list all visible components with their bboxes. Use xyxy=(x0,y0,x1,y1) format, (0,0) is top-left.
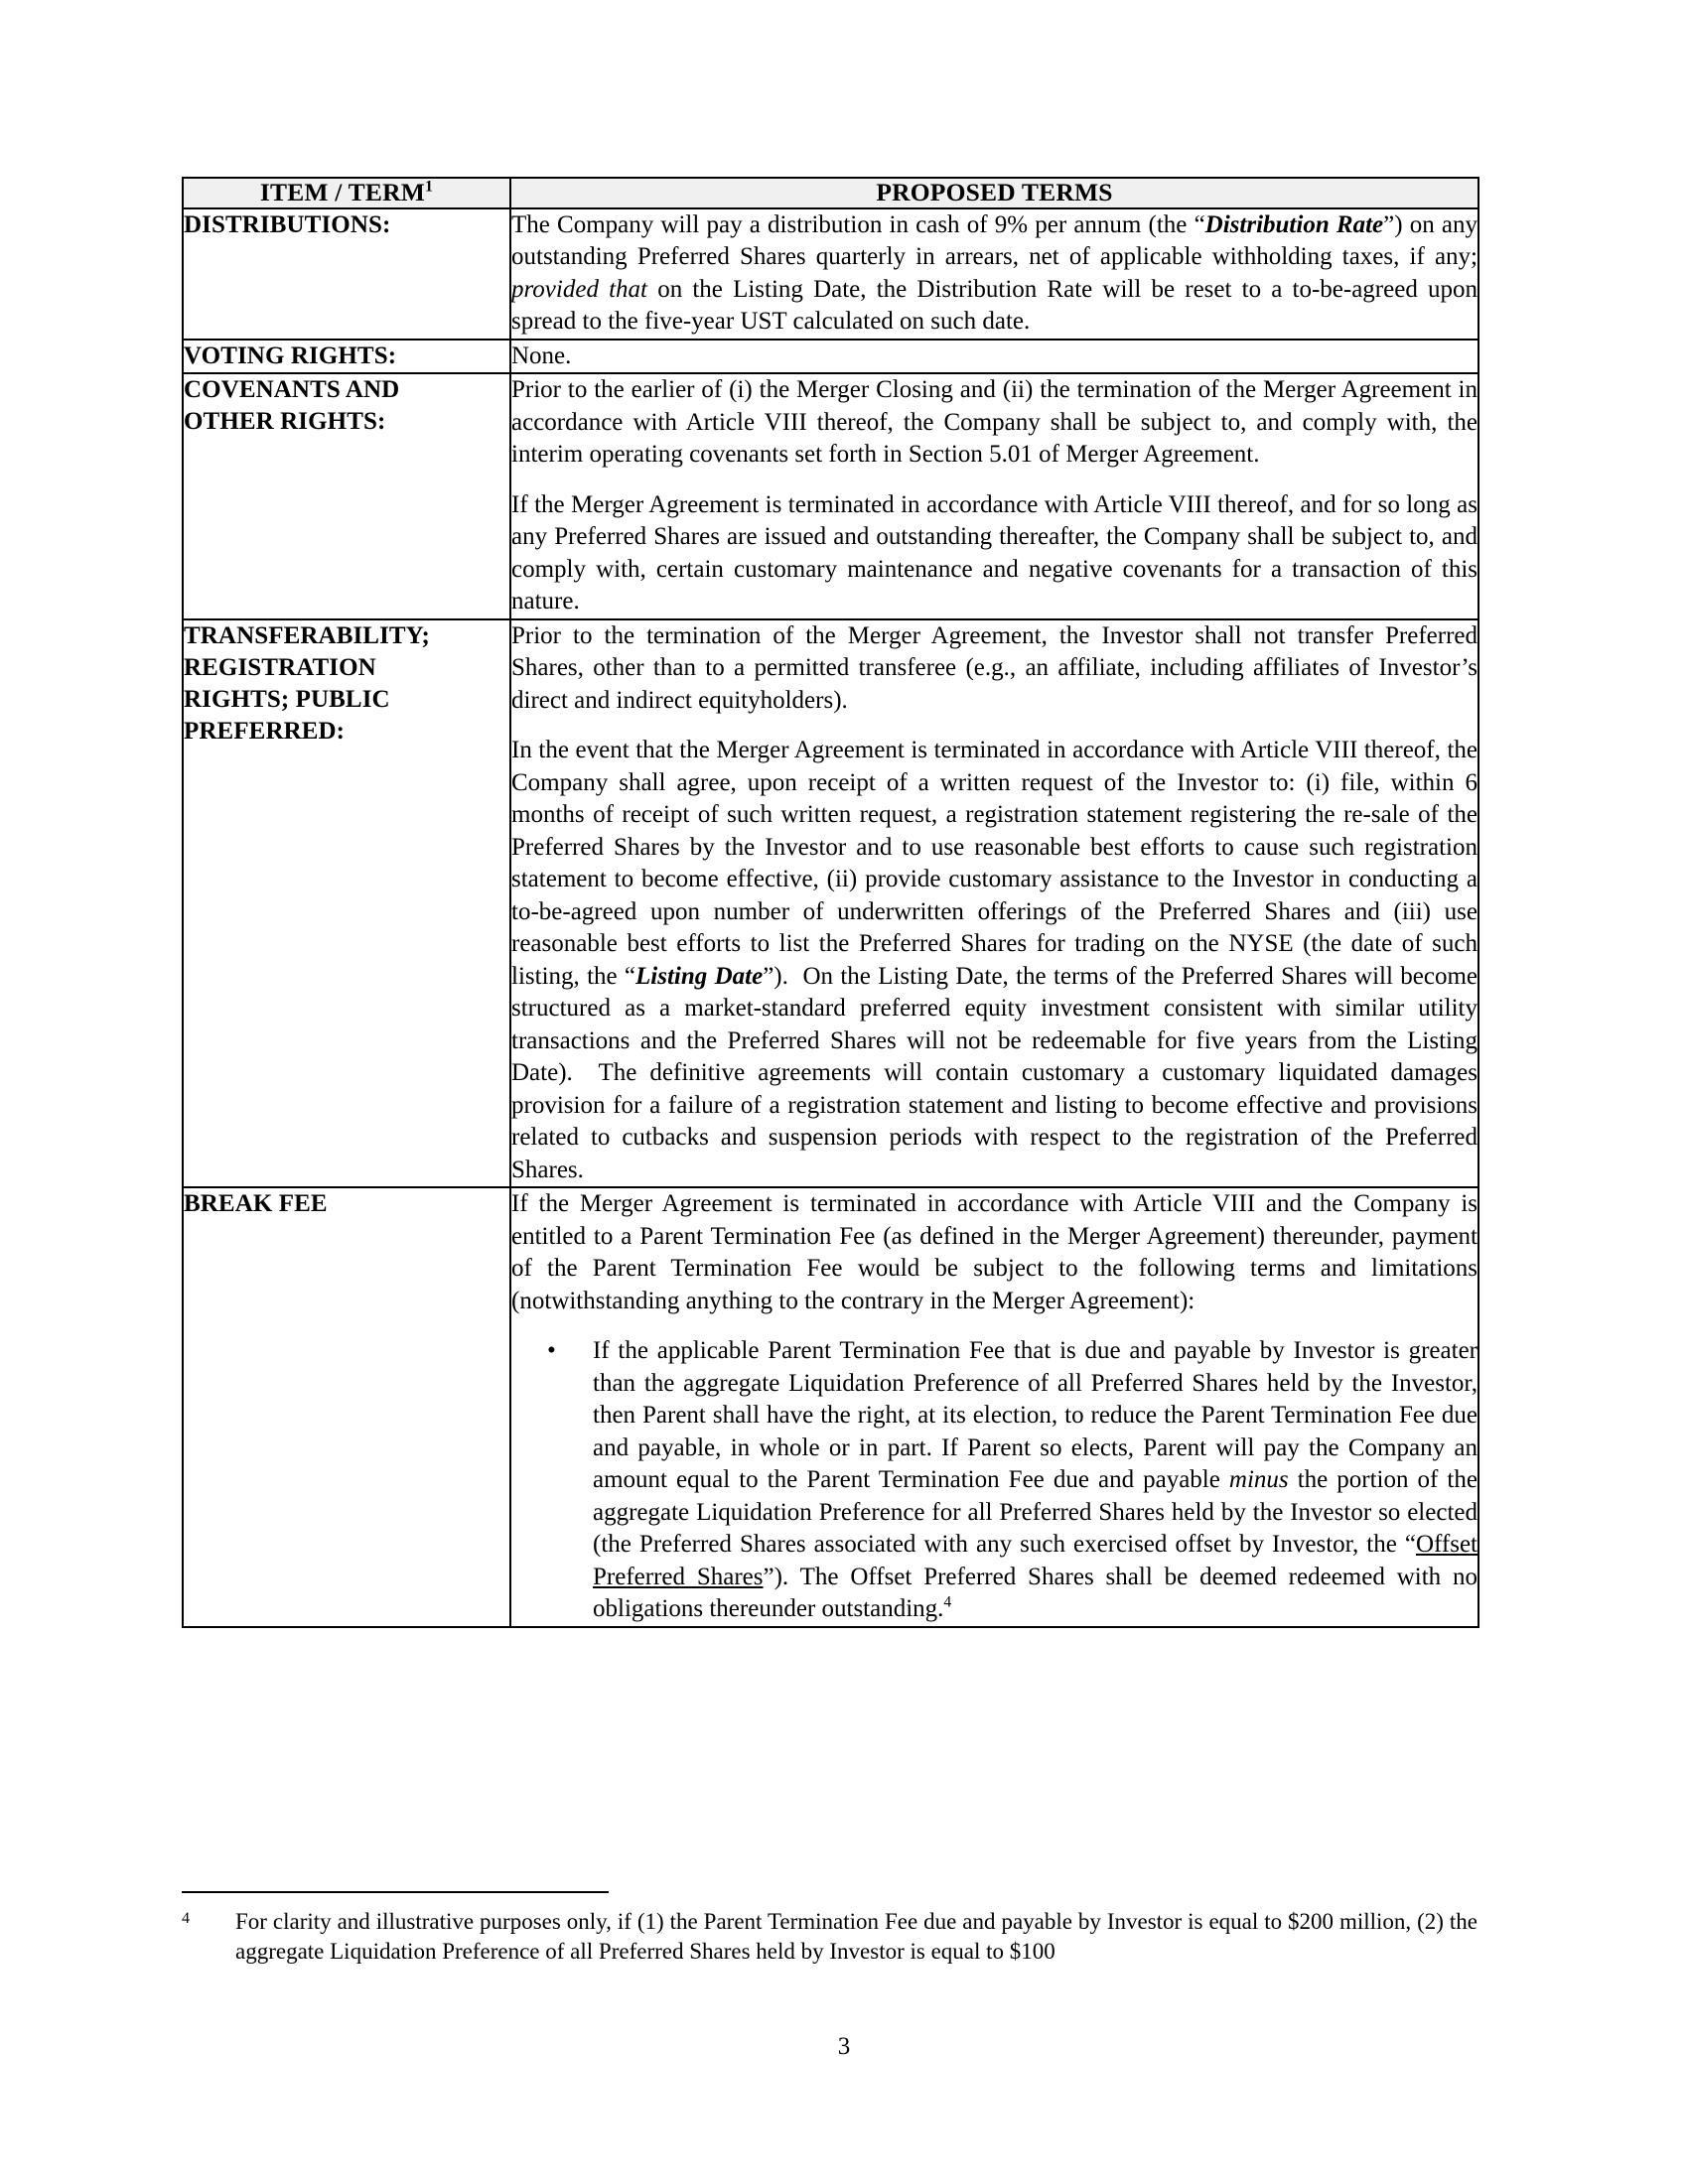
paragraph: In the event that the Merger Agreement is terminated in accordance with Article VIII thereof, the Company shall agree, upon receipt of a written request of the Investor to: (i) file, within 6 months of receipt of such written request, a registration statement registering the re-sale of the Preferred Shares by the Investor and to use reasonable best efforts to cause such registration statement to become effective, (ii) provide customary assistance to the Investor in conducting a to-be-agreed upon number of underwritten offerings of the Preferred Shares and (iii) use reasonable best efforts to list the Preferred Shares for trading on the NYSE (the date of such listing, the “Listing Date”). On the Listing Date, the terms of the Preferred Shares will become structured as a market-standard preferred equity investment consistent with similar utility transactions and the Preferred Shares will not be redeemable for five years from the Listing Date). The definitive agreements will contain customary a customary liquidated damages provision for a failure of a registration statement and listing to become effective and provisions related to cutbacks and suspension periods with respect to the registration of the Preferred Shares. xyxy=(511,737,1477,1183)
paragraph: If the Merger Agreement is terminated in accordance with Article VIII and the Company is entitled to a Parent Termination Fee (as defined in the Merger Agreement) thereunder, payment of the Parent Termination Fee would be subject to the following terms and limitations (notwithstanding anything to the contrary in the Merger Agreement): xyxy=(511,1190,1477,1314)
column-header-item-term xyxy=(183,178,510,208)
row-content-voting-rights xyxy=(510,340,1478,374)
defined-term-offset-preferred-shares: Offset Preferred Shares xyxy=(593,1531,1477,1590)
paragraph: The Company will pay a distribution in cash of 9% per annum (the “Distribution Rate”) on any outstanding Preferred Shares quarterly in arrears, net of applicable withholding taxes, if any; provided that on the Listing Date, the Distribution Rate will be reset to a to-be-agreed upon spread to the five-year UST calculated on such date. xyxy=(511,210,1477,336)
footnote-separator-rule xyxy=(182,1891,609,1893)
row-label-voting-rights: VOTING RIGHTS: xyxy=(183,340,510,374)
footnote-reference-4: 4 xyxy=(943,1593,952,1611)
column-header-item-term-label: ITEM / TERM xyxy=(259,178,425,206)
table-row xyxy=(183,373,1478,619)
page-number: 3 xyxy=(837,2033,851,2060)
footnote-text: For clarity and illustrative purposes only, if (1) the Parent Termination Fee due and payable by Investor is equal to $200 million, (2) the aggregate Liquidation Preference of all Preferred Shares held by Investor is equal to $100 xyxy=(235,1909,1477,1964)
paragraph: None. xyxy=(511,341,572,369)
table-row xyxy=(183,208,1478,340)
row-content-covenants xyxy=(510,373,1478,619)
table-header-row xyxy=(183,178,1478,208)
paragraph: Prior to the earlier of (i) the Merger Closing and (ii) the termination of the Merger Agreement in accordance with Article VIII thereof, the Company shall be subject to, and comply with, the interim operating covenants set forth in Section 5.01 of Merger Agreement. xyxy=(511,376,1477,469)
row-label-transferability: TRANSFERABILITY; REGISTRATION RIGHTS; PUBLIC PREFERRED: xyxy=(183,619,510,1188)
term-sheet-table xyxy=(182,177,1479,1628)
row-label-distributions: DISTRIBUTIONS: xyxy=(183,208,510,340)
column-header-footnote-marker: 1 xyxy=(424,178,434,196)
footnote-area xyxy=(182,1891,1477,1967)
table-row xyxy=(183,619,1478,1188)
table-row xyxy=(183,1187,1478,1627)
row-content-distributions xyxy=(510,208,1478,340)
table-header xyxy=(183,178,1478,208)
paragraph: Prior to the termination of the Merger Agreement, the Investor shall not transfer Preferred Shares, other than to a permitted transferee (e.g., an affiliate, including affiliates of Investor’s direct and indirect equityholders). xyxy=(511,621,1477,714)
list-item: • If the applicable Parent Termination Fee that is due and payable by Investor is greater than the aggregate Liquidation Preference of all Preferred Shares held by the Investor, then Parent shall have the right, at its election, to reduce the Parent Termination Fee due and payable, in whole or in part. If Parent so elects, Parent will pay the Company an amount equal to the Parent Termination Fee due and payable minus the portion of the aggregate Liquidation Preference for all Preferred Shares held by the Investor so elected (the Preferred Shares associated with any such exercised offset by Investor, the “Offset Preferred Shares”). The Offset Preferred Shares shall be deemed redeemed with no obligations thereunder outstanding.$^4$ xyxy=(593,1335,1477,1626)
row-label-covenants: COVENANTS AND OTHER RIGHTS: xyxy=(183,373,510,619)
row-label-break-fee: BREAK FEE xyxy=(183,1187,510,1627)
row-content-break-fee xyxy=(510,1187,1478,1627)
bullet-list xyxy=(511,1335,1477,1626)
paragraph: If the Merger Agreement is terminated in accordance with Article VIII thereof, and for so long as any Preferred Shares are issued and outstanding thereafter, the Company shall be subject to, and comply with, certain customary maintenance and negative covenants for a transaction of this nature. xyxy=(511,490,1477,615)
table-body xyxy=(183,208,1478,1627)
term-sheet-table-wrapper xyxy=(182,177,1477,1628)
column-header-proposed-terms: PROPOSED TERMS xyxy=(510,178,1478,208)
row-content-transferability xyxy=(510,619,1478,1188)
footnote-marker: 4 xyxy=(182,1910,190,1927)
table-row xyxy=(183,340,1478,374)
footnote-entry xyxy=(182,1907,1477,1967)
